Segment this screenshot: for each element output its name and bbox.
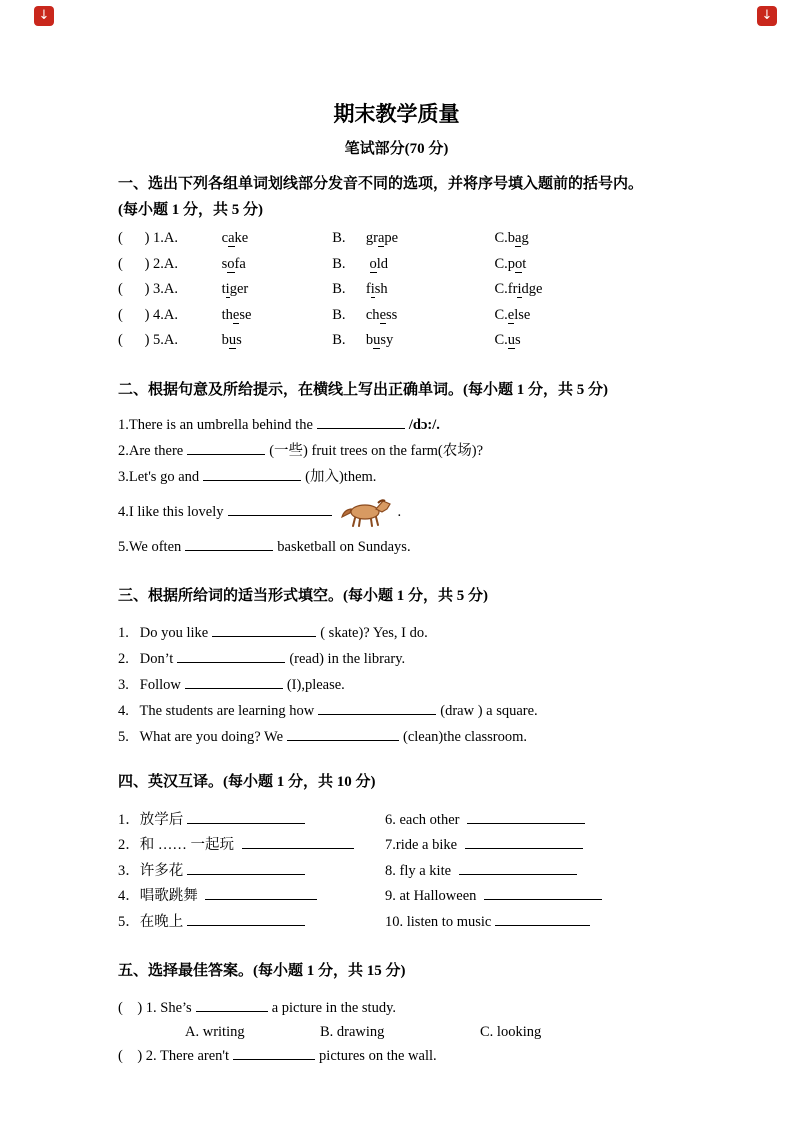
word-part: g [521, 230, 529, 246]
sentence-start: 3.Let's go and [118, 468, 200, 485]
sentence-start: 4.I like this lovely [118, 503, 224, 520]
phrase-label: 7.ride a bike [385, 837, 461, 853]
fill-blank-item [118, 412, 675, 438]
word-part: ger [229, 281, 249, 297]
translation-row [118, 884, 675, 910]
section3-questions [118, 620, 675, 750]
section2-heading [118, 380, 675, 400]
answer-blank [187, 809, 305, 824]
underlined-letter: u [373, 332, 381, 348]
word-part: f [365, 281, 371, 297]
option-b-word [366, 303, 491, 329]
sentence-start: 3. Follow [118, 676, 181, 693]
fill-blank-item [118, 490, 675, 534]
horse-clipart [338, 497, 396, 527]
phrase-label: 6. each other [385, 811, 464, 828]
underlined-letter: o [369, 255, 377, 272]
answer-blank [177, 648, 285, 663]
section1-points: (每小题 1 分，共 5 分) [118, 202, 263, 218]
word-part: fr [507, 281, 518, 297]
word-part: se [239, 306, 252, 323]
fill-blank-item [118, 464, 675, 490]
underlined-letter: i [370, 281, 375, 297]
word-part: ss [386, 306, 398, 323]
answer-blank [459, 860, 577, 875]
underlined-letter: a [377, 230, 385, 246]
translation-row [118, 859, 675, 885]
word-part: fa [234, 255, 246, 272]
option-b-word [366, 277, 491, 303]
translation-item [385, 808, 675, 834]
underlined-letter: e [379, 306, 386, 323]
choice-question [118, 1043, 675, 1069]
phrase-label: 10. listen to music [385, 913, 492, 930]
answer-blank [185, 674, 283, 689]
question-number: ( ) 4.A. [118, 306, 193, 323]
translation-item [385, 833, 675, 859]
answer-blank [233, 1045, 315, 1060]
sentence-end: a picture in the study. [271, 1000, 397, 1016]
answer-blank [228, 501, 332, 516]
sentence-end: pictures on the wall. [319, 1048, 437, 1064]
sentence-start: 4. The students are learning how [118, 702, 315, 719]
answer-blank [317, 414, 405, 429]
word-part: b [221, 332, 229, 348]
word-part: th [221, 306, 233, 323]
phrase-label: 3．许多花 [118, 862, 184, 879]
underlined-letter: u [507, 332, 516, 348]
word-part: ld [376, 255, 389, 272]
sentence-start: 5. What are you doing? We [118, 728, 284, 745]
choice-question [118, 995, 675, 1021]
option-a-word [222, 252, 329, 278]
word-part: c [221, 230, 229, 246]
phrase-label: 9. at Halloween [385, 888, 481, 904]
translation-item [385, 859, 675, 885]
answer-blank [203, 466, 301, 481]
word-part: gr [365, 230, 378, 246]
section5-points: (每小题 1 分，共 15 分) [253, 963, 406, 979]
word-part: t [522, 255, 527, 272]
word-part: lse [514, 306, 531, 323]
answer-blank [196, 997, 268, 1012]
sentence-start: ( ) 1. She’s [118, 1000, 192, 1016]
section3-heading [118, 586, 675, 606]
underlined-letter: e [232, 306, 240, 323]
word-part: s [515, 332, 521, 348]
option-c-word [495, 281, 543, 298]
sentence-start: 1.There is an umbrella behind the [118, 416, 313, 433]
option-b-word [366, 226, 491, 252]
option-b-word [366, 252, 491, 278]
choice-options [118, 1021, 675, 1043]
translation-row [118, 808, 675, 834]
word-part: sy [380, 332, 394, 348]
fill-blank-item [118, 724, 675, 750]
answer-blank [205, 885, 317, 900]
question-row [118, 303, 675, 329]
answer-blank [187, 911, 305, 926]
option-b-label: B. [332, 332, 346, 348]
sentence-end: (I),please. [286, 676, 345, 693]
sentence-start: 2.Are there [118, 442, 184, 459]
option-b-label: B. [332, 255, 346, 272]
answer-blank [465, 834, 583, 849]
sentence-start: 5.We often [118, 538, 182, 555]
phrase-label: 5．在晚上 [118, 913, 184, 930]
section5-questions [118, 995, 675, 1069]
sentence-end: (一些) fruit trees on the farm(农场)? [269, 442, 484, 459]
answer-blank [212, 622, 316, 637]
answer-blank [187, 860, 305, 875]
option-b-word [366, 328, 491, 354]
answer-blank [495, 911, 590, 926]
option-c-label: C. [494, 332, 508, 348]
word-part: t [221, 281, 226, 297]
option-a-word [222, 303, 329, 329]
sentence-start: 2. Don’t [118, 650, 174, 667]
option-a-word [222, 328, 329, 354]
underlined-letter: o [227, 255, 235, 272]
section1-heading-text: 一、选出下列各组单词划线部分发音不同的选项，并将序号填入题前的括号内。 [118, 176, 644, 192]
word-part [366, 256, 370, 272]
section4-heading [118, 772, 675, 792]
underlined-letter: i [225, 281, 230, 297]
option-c-label: C. [494, 255, 508, 272]
section3-points: (每小题 1 分，共 5 分) [343, 587, 489, 604]
phrase-label: 2．和 …… 一起玩 [118, 837, 238, 853]
answer-blank [287, 726, 399, 741]
fill-blank-item [118, 646, 675, 672]
section1-questions [118, 226, 675, 354]
answer-blank [467, 809, 585, 824]
option-a-word [222, 226, 329, 252]
section1-heading [118, 174, 675, 194]
exam-title: 期末教学质量 [333, 102, 460, 126]
underlined-letter: e [507, 306, 515, 323]
answer-blank [318, 700, 436, 715]
question-row [118, 226, 675, 252]
section2-heading-text: 二、根据句意及所给提示，在横线上写出正确单词。 [118, 381, 464, 398]
underlined-letter: u [228, 332, 237, 348]
underlined-letter: a [515, 230, 522, 246]
translation-item [385, 910, 675, 936]
fill-blank-item [118, 620, 675, 646]
answer-blank [242, 834, 354, 849]
option-b: B. drawing [320, 1024, 385, 1040]
translation-item [118, 859, 385, 885]
sentence-end: (read) in the library. [289, 650, 406, 667]
sentence-end: basketball on Sundays. [277, 538, 411, 555]
option-c-word [495, 256, 527, 273]
download-icon[interactable]: ↓ [34, 6, 54, 26]
question-number: ( ) 3.A. [118, 281, 193, 297]
translation-item [118, 833, 385, 859]
translation-item [385, 884, 675, 910]
sentence-end: (draw ) a square. [440, 702, 538, 719]
fill-blank-item [118, 534, 675, 560]
sentence-end: (加入)them. [305, 468, 377, 485]
option-c: C. looking [480, 1024, 542, 1040]
question-row [118, 252, 675, 278]
phrase-label: 8. fly a kite [385, 862, 455, 879]
word-part: ke [234, 230, 249, 246]
sentence-start: ( ) 2. There aren't [118, 1048, 230, 1064]
option-a-word [222, 277, 329, 303]
download-icon[interactable]: ↓ [757, 6, 777, 26]
option-a: A. writing [185, 1024, 245, 1040]
translation-row [118, 833, 675, 859]
phonetic-hint: /dɔ:/. [408, 416, 440, 433]
phrase-label: 4．唱歌跳舞 [118, 888, 202, 904]
word-part: pe [384, 230, 399, 246]
fill-blank-item [118, 698, 675, 724]
option-b-label: B. [332, 306, 346, 323]
option-c-label: C. [494, 306, 508, 323]
sentence-start: 1. Do you like [118, 624, 209, 641]
section3-heading-text: 三、根据所给词的适当形式填空。 [118, 587, 344, 604]
option-b-label: B. [332, 281, 346, 297]
section5-heading [118, 961, 675, 981]
sentence-end: ( skate)? Yes, I do. [320, 624, 428, 641]
answer-blank [187, 440, 265, 455]
underlined-letter: o [515, 255, 523, 272]
exam-subtitle: 笔试部分(70 分) [344, 141, 449, 157]
translation-row [118, 910, 675, 936]
section4-heading-text: 四、英汉互译。 [118, 773, 224, 790]
question-row [118, 328, 675, 354]
option-c-word [495, 307, 531, 324]
section2-points: (每小题 1 分，共 5 分) [463, 381, 609, 398]
fill-blank-item [118, 438, 675, 464]
section4-points: (每小题 1 分，共 10 分) [223, 773, 376, 790]
word-part: s [236, 332, 242, 348]
option-c-word [495, 230, 529, 247]
translation-item [118, 884, 385, 910]
word-part: dge [521, 281, 543, 297]
option-c-word [495, 332, 521, 349]
word-part: b [507, 230, 516, 246]
word-part: s [221, 255, 228, 272]
question-number: ( ) 5.A. [118, 332, 193, 348]
section5-heading-text: 五、选择最佳答案。 [118, 963, 254, 979]
word-part: p [507, 255, 516, 272]
answer-blank [484, 885, 602, 900]
question-number: ( ) 1.A. [118, 230, 193, 246]
option-c-label: C. [494, 230, 508, 246]
word-part: ch [365, 306, 380, 323]
phrase-label: 1．放学后 [118, 811, 184, 828]
section4-questions [118, 808, 675, 936]
sentence-end: (clean)the classroom. [403, 728, 528, 745]
section2-questions [118, 412, 675, 560]
question-number: ( ) 2.A. [118, 255, 193, 272]
option-c-label: C. [494, 281, 508, 297]
underlined-letter: i [517, 281, 522, 297]
sentence-end: . [397, 503, 402, 520]
translation-item [118, 910, 385, 936]
option-b-label: B. [332, 230, 346, 246]
fill-blank-item [118, 672, 675, 698]
word-part: b [365, 332, 374, 348]
translation-item [118, 808, 385, 834]
word-part: sh [374, 281, 388, 297]
underlined-letter: a [228, 230, 235, 246]
question-row [118, 277, 675, 303]
answer-blank [185, 536, 273, 551]
